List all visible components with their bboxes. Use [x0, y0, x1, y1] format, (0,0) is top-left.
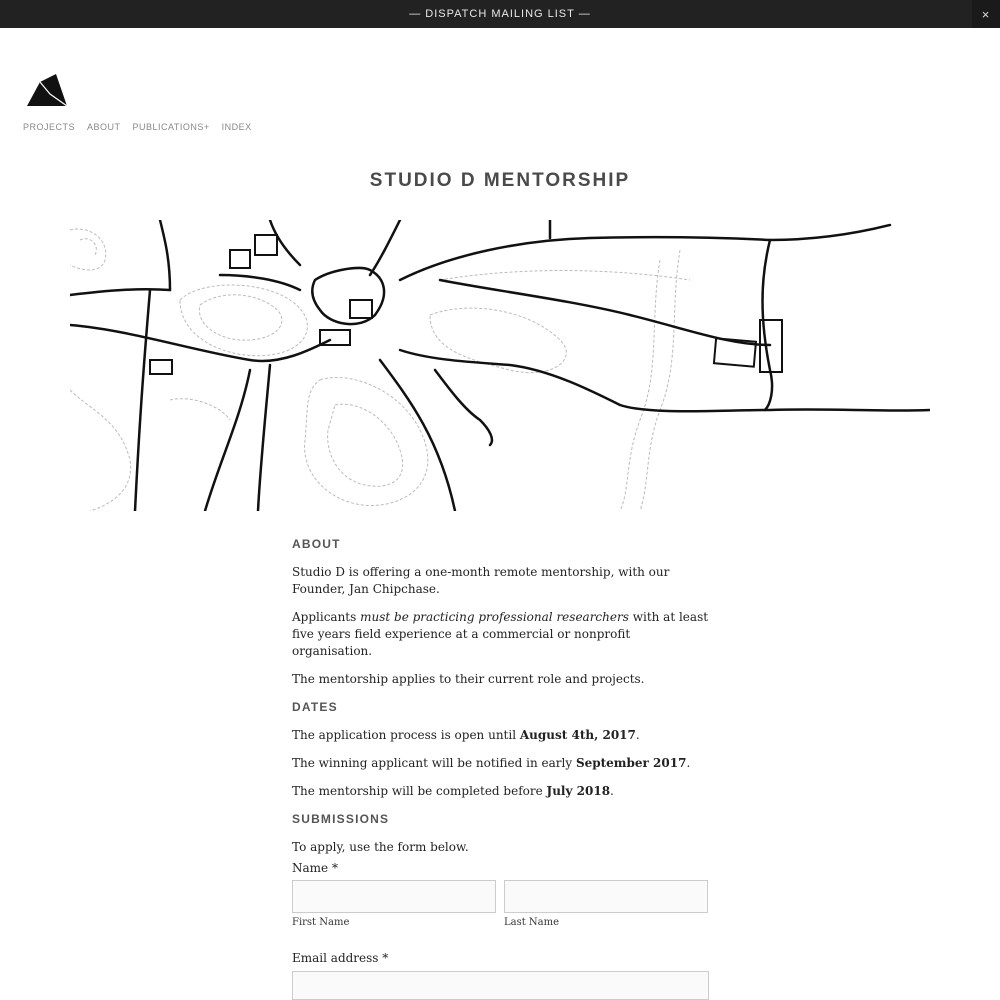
about-p2-text-end: with at least five years field experience at a commercial or nonprofit organisation. [292, 610, 709, 658]
close-icon[interactable]: × [972, 0, 1000, 28]
first-name-label: First Name [292, 917, 350, 928]
map-illustration [70, 220, 930, 511]
dates-1-end: . [635, 728, 640, 742]
dates-2-text: The winning applicant will be notified in early [292, 756, 576, 770]
name-label: Name * [292, 861, 338, 875]
about-paragraph-3: The mentorship applies to their current role and projects. [292, 672, 645, 686]
dates-2-end: . [686, 756, 691, 770]
dates-1-text: The application process is open until [292, 728, 520, 742]
about-p2-emphasis: must be practicing professional researchers [360, 610, 629, 624]
about-heading: ABOUT [292, 537, 341, 551]
dates-2-date: September 2017 [575, 756, 687, 770]
main-nav [23, 122, 252, 132]
about-paragraph-2 [292, 609, 712, 660]
dates-3-text: The mentorship will be completed before [292, 784, 547, 798]
mailing-list-banner[interactable] [0, 0, 1000, 28]
dates-3-date: July 2018 [546, 784, 611, 798]
last-name-input[interactable] [504, 880, 708, 913]
mailing-list-text[interactable]: — DISPATCH MAILING LIST — [409, 8, 591, 20]
dates-1-date: August 4th, 2017 [519, 728, 636, 742]
main-content [292, 536, 712, 867]
submissions-text: To apply, use the form below. [292, 840, 469, 854]
dates-3-end: . [610, 784, 614, 798]
dates-line-3 [292, 783, 712, 800]
nav-item-about[interactable]: ABOUT [87, 122, 121, 132]
first-name-input[interactable] [292, 880, 496, 913]
about-paragraph-1: Studio D is offering a one-month remote mentorship, with our Founder, Jan Chipchase. [292, 565, 670, 596]
submissions-heading: SUBMISSIONS [292, 812, 390, 826]
nav-item-projects[interactable]: PROJECTS [23, 122, 76, 132]
dates-heading: DATES [292, 700, 338, 714]
dates-line-2 [292, 755, 712, 772]
about-p2-text: Applicants [292, 610, 361, 624]
page-title: STUDIO D MENTORSHIP [369, 170, 631, 191]
nav-item-index[interactable]: INDEX [221, 122, 252, 132]
nav-item-publications[interactable]: PUBLICATIONS+ [132, 122, 210, 132]
studio-d-logo[interactable] [26, 72, 68, 108]
dates-line-1 [292, 727, 712, 744]
email-input[interactable] [292, 971, 709, 1000]
last-name-label: Last Name [504, 917, 560, 928]
email-label: Email address * [292, 951, 389, 965]
